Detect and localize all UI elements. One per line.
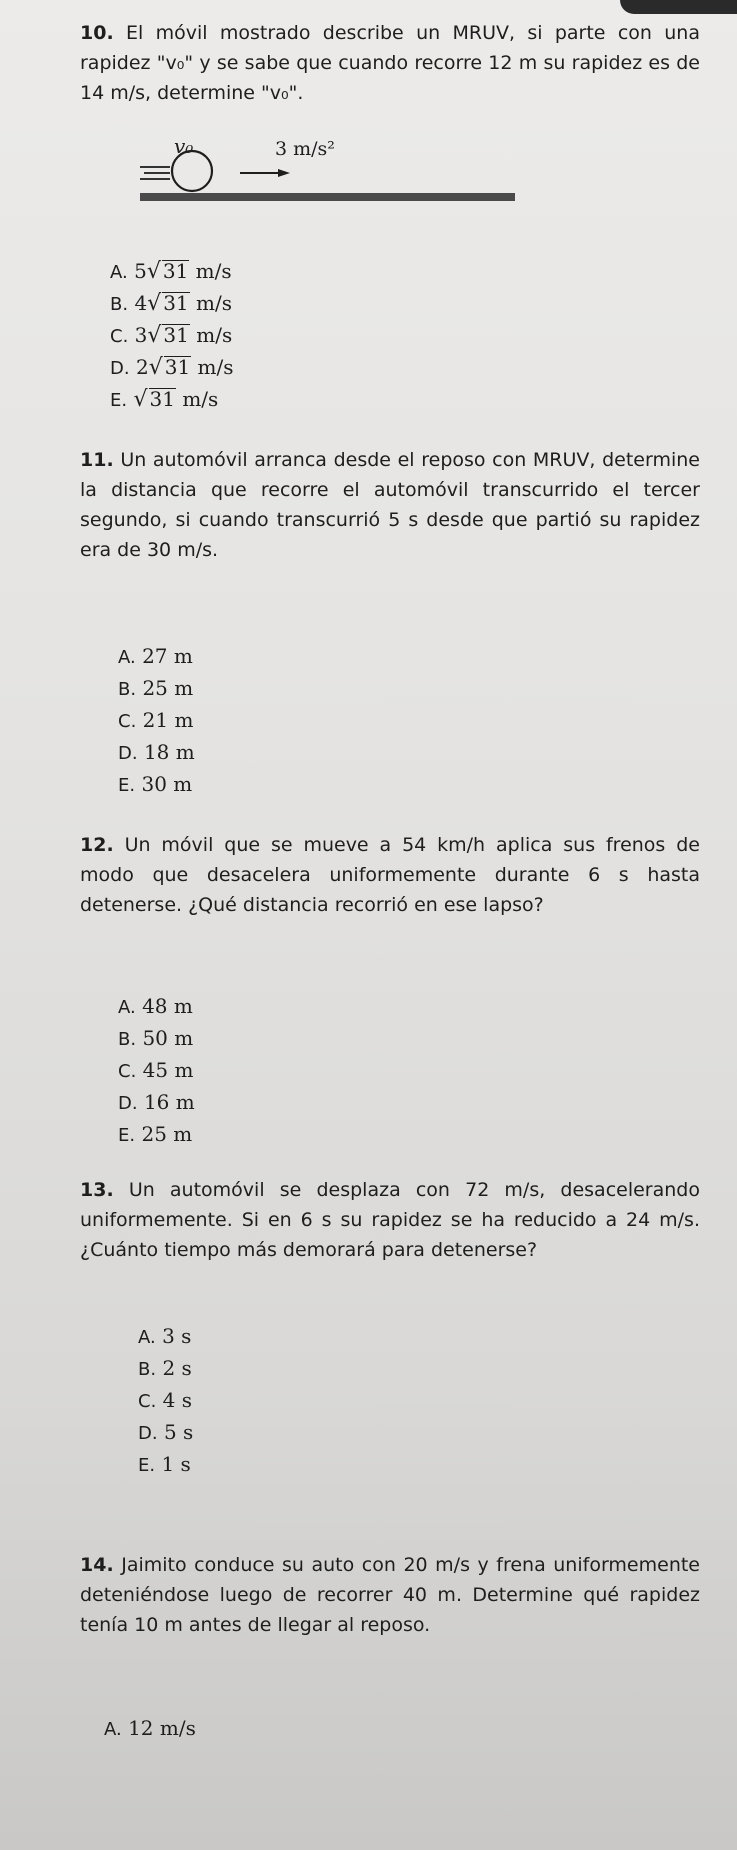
options-12 (118, 990, 195, 1150)
option-value: 21 m (142, 708, 194, 732)
option-d[interactable] (138, 1416, 193, 1448)
option-letter: E. (118, 775, 136, 796)
option-letter: A. (104, 1719, 122, 1740)
option-letter: A. (118, 997, 136, 1018)
unit: m/s (196, 291, 232, 315)
question-text: Un móvil que se mueve a 54 km/h aplica sus frenos de modo que desacelera uniformemente durante 6 s hasta detenerse. ¿Qué distancia recorrió en ese lapso? (80, 834, 700, 916)
option-value: 5 s (163, 1420, 194, 1444)
unit: m/s (195, 259, 232, 283)
option-letter: B. (138, 1359, 157, 1380)
options-14 (104, 1712, 196, 1744)
option-letter: C. (118, 711, 137, 732)
option-value: 27 m (142, 644, 193, 668)
option-b[interactable] (138, 1352, 193, 1384)
question-number: 13. (80, 1179, 114, 1201)
question-12 (80, 830, 700, 920)
option-d[interactable] (118, 1086, 195, 1118)
option-value: 12 m/s (128, 1716, 196, 1740)
question-number: 10. (80, 22, 114, 44)
option-e[interactable] (118, 1118, 195, 1150)
question-10 (80, 18, 700, 108)
question-text: Jaimito conduce su auto con 20 m/s y frena uniformemente deteniéndose luego de recorrer 40 m. Determine qué rapidez tenía 10 m antes de llegar al reposo. (80, 1554, 701, 1636)
unit: m/s (182, 387, 219, 411)
option-a[interactable] (118, 640, 195, 672)
option-letter: A. (118, 647, 136, 668)
arrow-head (278, 169, 290, 177)
option-letter: A. (138, 1327, 156, 1348)
option-letter: E. (110, 390, 128, 411)
option-value: 3 s (162, 1324, 192, 1348)
radicand: 31 (163, 323, 189, 347)
option-letter: E. (118, 1125, 136, 1146)
option-letter: E. (138, 1455, 156, 1476)
radicand: 31 (162, 259, 189, 283)
option-a[interactable] (138, 1320, 193, 1352)
option-letter: B. (118, 679, 137, 700)
option-e[interactable] (118, 768, 195, 800)
radicand: 31 (164, 355, 191, 379)
option-value: 25 m (142, 676, 194, 700)
question-14 (80, 1550, 700, 1640)
question-text: Un automóvil arranca desde el reposo con MRUV, determine la distancia que recorre el automóvil transcurrido el tercer segundo, si cuando transcurrió 5 s desde que partió su rapidez era de 30 m/s. (80, 449, 700, 561)
option-letter: A. (110, 262, 128, 283)
coefficient: 4 (134, 291, 148, 315)
velocity-label: v₀ (174, 134, 194, 158)
option-value: 45 m (142, 1058, 194, 1082)
coefficient: 5 (134, 259, 147, 283)
option-e[interactable]: E. √ 31 m/s (110, 387, 219, 412)
option-c[interactable] (138, 1384, 193, 1416)
option-value: 50 m (142, 1026, 194, 1050)
question-text: El móvil mostrado describe un MRUV, si parte con una rapidez "v₀" y se sabe que cuando recorre 12 m su rapidez es de 14 m/s, determine "v₀". (80, 22, 700, 104)
option-c[interactable] (118, 1054, 195, 1086)
option-letter: C. (138, 1391, 157, 1412)
option-a[interactable] (104, 1712, 196, 1744)
option-c[interactable] (118, 704, 195, 736)
unit: m/s (196, 323, 233, 347)
options-10 (110, 255, 234, 415)
option-b[interactable] (118, 1022, 195, 1054)
option-a[interactable] (118, 990, 195, 1022)
option-letter: B. (110, 294, 129, 315)
question-number: 14. (80, 1554, 114, 1576)
question-13 (80, 1175, 700, 1265)
option-letter: D. (138, 1423, 158, 1444)
option-value: 30 m (141, 772, 193, 796)
option-c[interactable]: C. 3√ 31 m/s (110, 323, 233, 348)
option-value: 4 s (162, 1388, 193, 1412)
option-value: 16 m (143, 1090, 195, 1114)
option-letter: D. (110, 358, 130, 379)
option-d[interactable] (118, 736, 195, 768)
option-value: 1 s (161, 1452, 191, 1476)
option-value: 25 m (141, 1122, 193, 1146)
options-13 (138, 1320, 193, 1480)
option-letter: C. (110, 326, 129, 347)
options-11 (118, 640, 195, 800)
option-letter: D. (118, 743, 138, 764)
option-b[interactable] (118, 672, 195, 704)
option-d[interactable]: D. 2√ 31 m/s (110, 355, 234, 380)
question-number: 12. (80, 834, 114, 856)
coefficient: 2 (135, 355, 149, 379)
coefficient: 3 (134, 323, 148, 347)
option-value: 2 s (162, 1356, 192, 1380)
photo-edge-shadow (620, 0, 737, 14)
option-letter: C. (118, 1061, 137, 1082)
motion-figure (140, 125, 530, 225)
unit: m/s (197, 355, 234, 379)
option-e[interactable] (138, 1448, 193, 1480)
option-value: 48 m (142, 994, 193, 1018)
ground (140, 193, 515, 201)
option-letter: D. (118, 1093, 138, 1114)
question-number: 11. (80, 449, 114, 471)
question-text: Un automóvil se desplaza con 72 m/s, desacelerando uniformemente. Si en 6 s su rapidez se ha reducido a 24 m/s. ¿Cuánto tiempo más demorará para detenerse? (80, 1179, 700, 1261)
option-a[interactable]: A. 5√ 31 m/s (110, 259, 232, 284)
radicand: 31 (163, 291, 189, 315)
option-value: 18 m (143, 740, 195, 764)
option-letter: B. (118, 1029, 137, 1050)
radicand: 31 (149, 387, 175, 411)
option-b[interactable]: B. 4√ 31 m/s (110, 291, 232, 316)
acceleration-label: 3 m/s² (275, 138, 335, 160)
question-11 (80, 445, 700, 565)
